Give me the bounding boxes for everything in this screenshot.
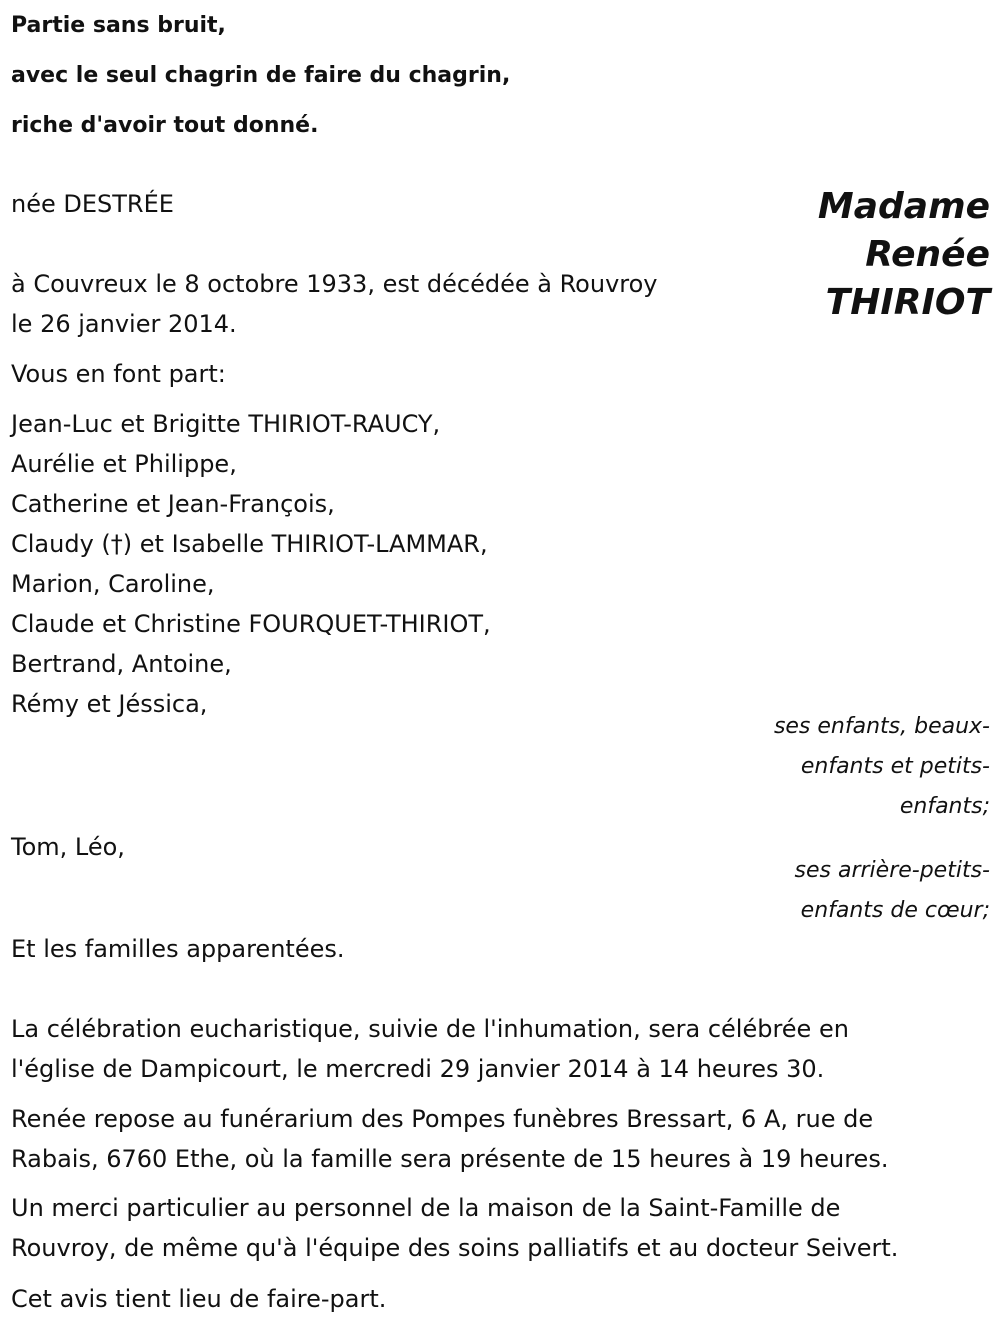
thanks-line-1: Un merci particulier au personnel de la maison de la Saint-Famille de (11, 1194, 841, 1222)
funerarium-paragraph (11, 1099, 888, 1179)
deceased-first-name: Renée (865, 234, 990, 275)
great-role-line-1: ses arrière-petits- (794, 858, 990, 883)
funerarium-line-1: Renée repose au funérarium des Pompes funèbres Bressart, 6 A, rue de (11, 1105, 874, 1133)
thanks-paragraph (11, 1188, 898, 1268)
list-item: Marion, Caroline, (11, 570, 215, 598)
deceased-title: Madame (817, 186, 990, 227)
deceased-last-name: THIRIOT (825, 282, 990, 323)
children-list (11, 404, 491, 724)
children-role-line-3: enfants; (899, 794, 990, 819)
related-families: Et les familles apparentées. (11, 935, 345, 963)
list-item: Aurélie et Philippe, (11, 450, 237, 478)
funerarium-line-2: Rabais, 6760 Ethe, où la famille sera présente de 15 heures à 19 heures. (11, 1145, 889, 1173)
great-grandchildren: Tom, Léo, (11, 833, 125, 861)
deceased-name (818, 183, 990, 327)
list-item: Claude et Christine FOURQUET-THIRIOT, (11, 610, 491, 638)
list-item: Catherine et Jean-François, (11, 490, 335, 518)
maiden-name: née DESTRÉE (11, 190, 174, 218)
children-role (690, 707, 990, 827)
birth-death-line-1: à Couvreux le 8 octobre 1933, est décédée à Rouvroy (11, 270, 658, 298)
great-role-line-2: enfants de cœur; (800, 898, 990, 923)
children-role-line-1: ses enfants, beaux- (773, 714, 990, 739)
announce-heading: Vous en font part: (11, 360, 226, 388)
closing-note: Cet avis tient lieu de faire-part. (11, 1285, 387, 1313)
list-item: Rémy et Jéssica, (11, 690, 208, 718)
list-item: Bertrand, Antoine, (11, 650, 232, 678)
epigraph-line-3: riche d'avoir tout donné. (11, 113, 319, 138)
epigraph-line-1: Partie sans bruit, (11, 13, 226, 38)
ceremony-paragraph (11, 1009, 849, 1089)
list-item: Claudy (†) et Isabelle THIRIOT-LAMMAR, (11, 530, 488, 558)
list-item: Jean-Luc et Brigitte THIRIOT-RAUCY, (11, 410, 441, 438)
birth-death-line-2: le 26 janvier 2014. (11, 310, 237, 338)
epigraph-line-2: avec le seul chagrin de faire du chagrin, (11, 63, 511, 88)
thanks-line-2: Rouvroy, de même qu'à l'équipe des soins palliatifs et au docteur Seivert. (11, 1234, 899, 1262)
great-grandchildren-role (690, 851, 990, 931)
ceremony-line-2: l'église de Dampicourt, le mercredi 29 janvier 2014 à 14 heures 30. (11, 1055, 825, 1083)
ceremony-line-1: La célébration eucharistique, suivie de l'inhumation, sera célébrée en (11, 1015, 849, 1043)
children-role-line-2: enfants et petits- (800, 754, 990, 779)
